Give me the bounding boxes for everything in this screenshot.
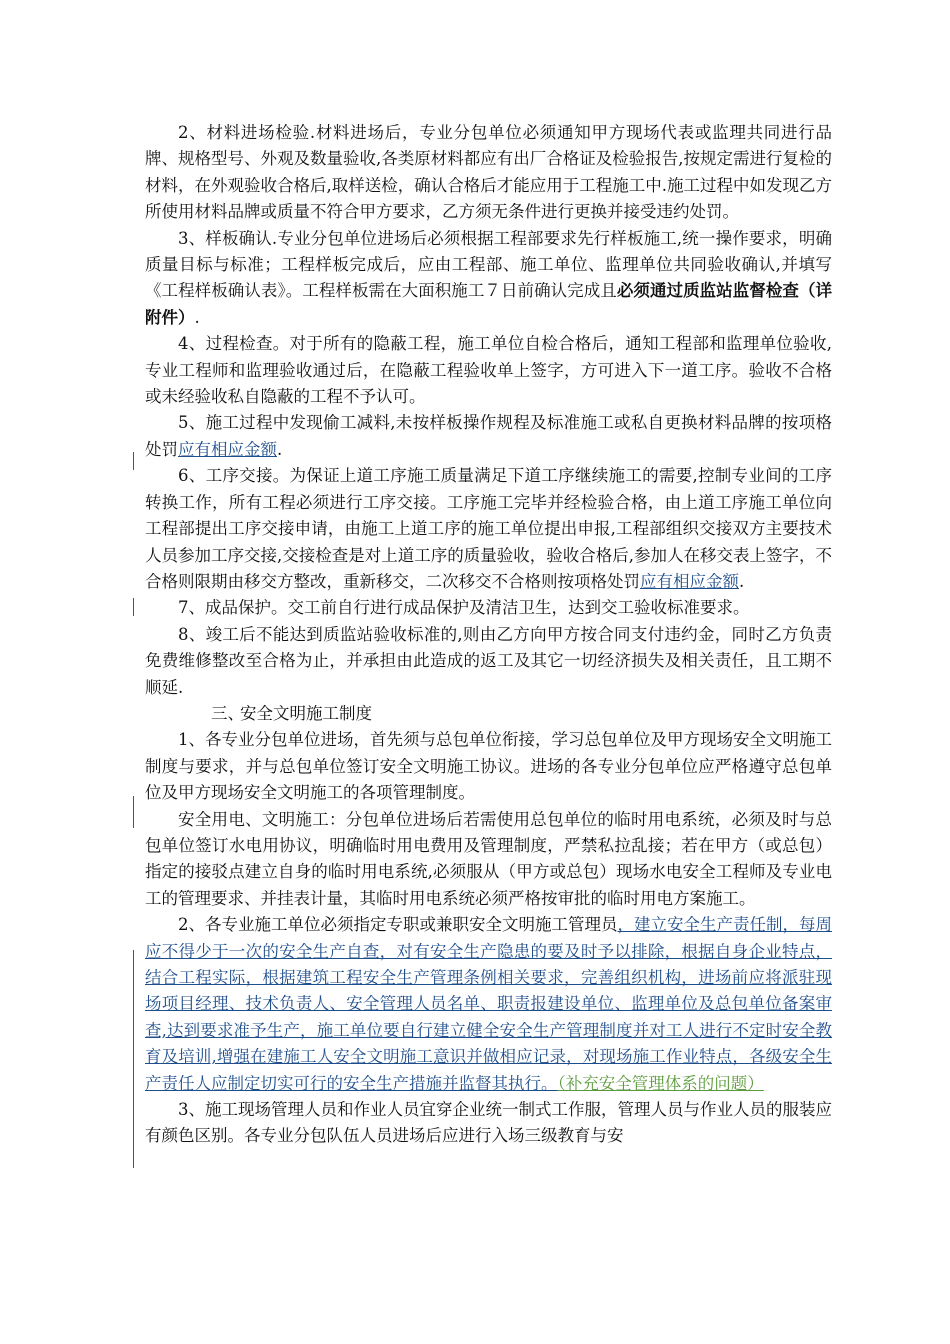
section-number: 三、 [211,703,244,723]
change-bar [133,598,134,616]
paragraph-end: . [277,439,283,459]
paragraph-text: 5、施工过程中发现偷工减料,未按样板操作规程及标准施工或私自更换材料品牌的按项格处罚 [145,413,832,459]
paragraph-material-inspection: 2、材料进场检验.材料进场后，专业分包单位必须通知甲方现场代表或监理共同进行品牌、规格型号、外观及数量验收,各类原材料都应有出厂合格证及检验报告,按规定需进行复检的材料，在外观验收合格后,取样送检，确认合格后才能应用于工程施工中.施工过程中如发现乙方所使用材料品牌或质量不符合甲方要求，乙方须无条件进行更换并接受违约处罚。 [145,123,832,222]
paragraph-text: 6、工序交接。为保证上道工序施工质量满足下道工序继续施工的需要,控制专业间的工序转换工作，所有工程必须进行工序交接。工序施工完毕并经检验合格，由上道工序施工单位向工程部提出工序交接申请，由施工上道工序的施工单位提出申报,工程部组织交接双方主要技术人员参加工序交接,交接检查是对上道工序的质量验收，验收合格后,参加人在移交表上签字，不合格则限期由移交方整改，重新移交，二次移交不合格则按项格处罚 [145,466,832,591]
paragraph-safety-1: 1、各专业分包单位进场，首先须与总包单位衔接，学习总包单位及甲方现场安全文明施工制度与要求，并与总包单位签订安全文明施工协议。进场的各专业分包单位应严格遵守总包单位及甲方现场安全文明施工的各项管理制度。 [145,730,832,803]
paragraph-end: . [194,307,200,327]
paragraph-safety-2 [145,912,832,1097]
revision-insert[interactable]: 应有相应金额 [178,439,277,459]
paragraph-text: 2、各专业施工单位必须指定专职或兼职安全文明施工管理员 [178,915,618,935]
comment-note[interactable]: （补充安全管理体系的问题） [557,1073,764,1093]
revision-insert[interactable]: ，建立安全生产责任制，每周应不得少于一次的安全生产自查，对有安全生产隐患的要及时予以排除，根据自身企业特点，结合工程实际，根据建筑工程安全生产管理条例相关要求，完善组织机构，进场前应将派驻现场项目经理、技术负责人、安全管理人员名单、职责报建设单位、监理单位及总包单位备案审查,达到要求准予生产，施工单位要自行建立健全安全生产管理制度并对工人进行不定时安全教育及培训,增强在建施工人安全文明施工意识并做相应记录，对现场施工作业特点，各级安全生产责任人应制定切实可行的安全生产措施并监督其执行。 [145,915,832,1093]
change-bar [133,950,134,1168]
paragraph-sample-confirmation [145,226,832,332]
section-heading [145,701,832,727]
change-bar [133,452,134,470]
paragraph-end: . [739,571,745,591]
paragraph-completion: 8、竣工后不能达到质监站验收标准的,则由乙方向甲方按合同支付违约金，同时乙方负责免费维修整改至合格为止，并承担由此造成的返工及其它一切经济损失及相关责任，且工期不顺延. [145,624,832,697]
paragraph-product-protection: 7、成品保护。交工前自行进行成品保护及清洁卫生，达到交工验收标准要求。 [178,598,750,618]
paragraph-electricity: 安全用电、文明施工：分包单位进场后若需使用总包单位的临时用电系统，必须及时与总包单位签订水电用协议，明确临时用电费用及管理制度，严禁私拉乱接；若在甲方（或总包）指定的接驳点建立自身的临时用电系统,必须服从（甲方或总包）现场水电安全工程师及专业电工的管理要求、并挂表计量，其临时用电系统必须严格按审批的临时用电方案施工。 [145,809,832,908]
paragraph-process-check: 4、过程检查。对于所有的隐蔽工程，施工单位自检合格后，通知工程部和监理单位验收,专业工程师和监理验收通过后，在隐蔽工程验收单上签字，方可进入下一道工序。验收不合格或未经验收私自隐蔽的工程不予认可。 [145,334,832,407]
paragraph-penalty [145,410,832,463]
document-body [145,120,832,1150]
change-bar [133,796,134,828]
bold-requirement: 必须通过质监站监督检查（详附件） [145,281,833,327]
paragraph-text: 3、样板确认.专业分包单位进场后必须根据工程部要求先行样板施工,统一操作要求，明确质量目标与标准；工程样板完成后，应由工程部、施工单位、监理单位共同验收确认,并填写《工程样板确认表》。工程样板需在大面积施工７日前确认完成且 [145,228,832,301]
paragraph-process-handover [145,463,832,595]
revision-insert[interactable]: 应有相应金额 [640,571,739,591]
paragraph-safety-3: 3、施工现场管理人员和作业人员宜穿企业统一制式工作服，管理人员与作业人员的服装应有颜色区别。各专业分包队伍人员进场后应进行入场三级教育与安 [145,1100,832,1146]
section-title: 安全文明施工制度 [240,703,372,723]
